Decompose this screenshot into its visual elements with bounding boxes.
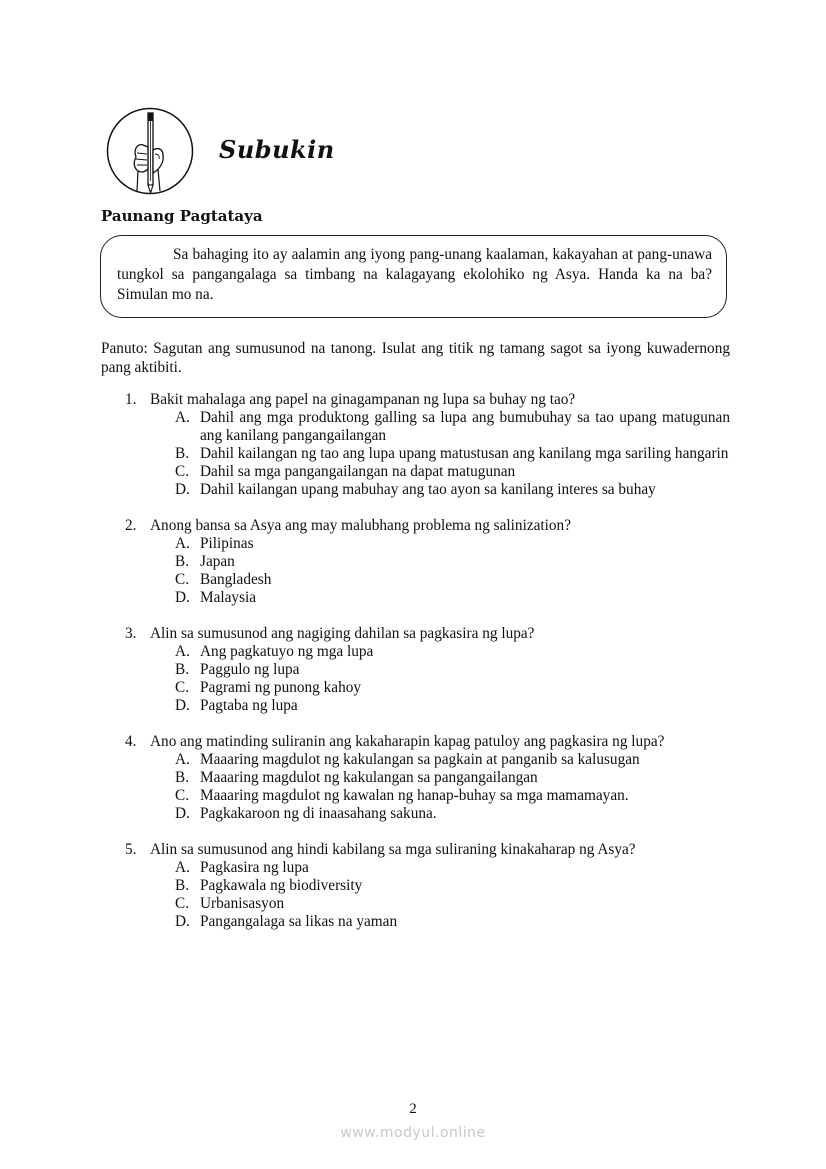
choice-letter: B. [175,877,190,894]
question-5 [125,841,730,931]
question-4 [125,733,730,823]
choice-text: Urbanisasyon [200,895,285,912]
choice-text: Maaaring magdulot ng kawalan ng hanap-buhay sa mga mamamayan. [200,787,629,804]
question-number: 4. [125,733,137,750]
choice-letter: D. [175,913,190,930]
question-2 [125,517,730,607]
choice-letter: D. [175,697,190,714]
question-3 [125,625,730,715]
choice-letter: A. [175,643,190,660]
choice-letter: A. [175,859,190,876]
choice-letter: D. [175,805,190,822]
choice-d [175,481,730,499]
choice-text: Dahil sa mga pangangailangan na dapat matugunan [200,463,516,480]
instructions: Panuto: Sagutan ang sumusunod na tanong. Isulat ang titik ng tamang sagot sa iyong kuwadernong pang aktibiti. [101,340,730,376]
choice-c [175,679,730,697]
question-stem [125,625,730,643]
choice-list [175,409,730,499]
choice-letter: D. [175,481,190,498]
hand-holding-pencil-icon [106,107,194,195]
choice-c [175,463,730,481]
choice-letter: C. [175,463,190,480]
choice-text: Japan [200,553,235,570]
question-number: 1. [125,391,137,408]
choice-a [175,859,730,877]
choice-b [175,877,730,895]
choice-letter: A. [175,751,190,768]
question-list [125,391,730,949]
question-text: Bakit mahalaga ang papel na ginagampanan ng lupa sa buhay ng tao? [150,391,576,408]
choice-text: Malaysia [200,589,257,606]
choice-text: Pagkasira ng lupa [200,859,309,876]
choice-d [175,697,730,715]
choice-d [175,913,730,931]
choice-a [175,535,730,553]
question-number: 2. [125,517,137,534]
choice-letter: B. [175,445,190,462]
choice-b [175,769,730,787]
choice-d [175,805,730,823]
choice-c [175,787,730,805]
choice-letter: C. [175,679,190,696]
question-text: Ano ang matinding suliranin ang kakaharapin kapag patuloy ang pagkasira ng lupa? [150,733,665,750]
choice-text: Pagrami ng punong kahoy [200,679,362,696]
intro-text: Sa bahaging ito ay aalamin ang iyong pang-unang kaalaman, kakayahan at pang-unawa tungkol sa pangangalaga sa timbang na kalagayang ekolohiko ng Asya. Handa ka na ba? Simulan mo na. [117,246,712,303]
choice-d [175,589,730,607]
choice-text: Pagkawala ng biodiversity [200,877,363,894]
question-text: Alin sa sumusunod ang nagiging dahilan sa pagkasira ng lupa? [150,625,535,642]
choice-b [175,661,730,679]
choice-letter: C. [175,787,190,804]
choice-letter: C. [175,895,190,912]
choice-letter: B. [175,769,190,786]
choice-text: Dahil ang mga produktong galling sa lupa ang bumubuhay sa tao upang matugunan ang kanilang pangangailangan [200,409,730,444]
choice-c [175,571,730,589]
choice-letter: B. [175,553,190,570]
choice-text: Pangangalaga sa likas na yaman [200,913,398,930]
section-title: Subukin [219,135,335,164]
choice-list [175,859,730,931]
choice-letter: B. [175,661,190,678]
choice-text: Pagkakaroon ng di inaasahang sakuna. [200,805,437,822]
question-1 [125,391,730,499]
choice-text: Pilipinas [200,535,254,552]
choice-text: Ang pagkatuyo ng mga lupa [200,643,374,660]
choice-letter: C. [175,571,190,588]
choice-text: Dahil kailangan upang mabuhay ang tao ayon sa kanilang interes sa buhay [200,481,656,498]
choice-list [175,535,730,607]
question-stem [125,841,730,859]
choice-text: Paggulo ng lupa [200,661,300,678]
choice-a [175,409,730,445]
choice-b [175,445,730,463]
choice-a [175,751,730,769]
question-number: 3. [125,625,137,642]
choice-text: Maaaring magdulot ng kakulangan sa pangangailangan [200,769,538,786]
question-stem [125,517,730,535]
choice-text: Maaaring magdulot ng kakulangan sa pagkain at panganib sa kalusugan [200,751,640,768]
choice-text: Dahil kailangan ng tao ang lupa upang matustusan ang kanilang mga sariling hangarin [200,445,729,462]
intro-box [100,235,727,318]
choice-text: Pagtaba ng lupa [200,697,298,714]
watermark: www.modyul.online [340,1125,486,1141]
question-text: Anong bansa sa Asya ang may malubhang problema ng salinization? [150,517,571,534]
choice-letter: A. [175,535,190,552]
choice-b [175,553,730,571]
choice-letter: A. [175,409,190,426]
question-text: Alin sa sumusunod ang hindi kabilang sa mga suliraning kinakaharap ng Asya? [150,841,636,858]
choice-a [175,643,730,661]
subheading: Paunang Pagtataya [101,207,263,225]
question-stem [125,391,730,409]
choice-letter: D. [175,589,190,606]
question-number: 5. [125,841,137,858]
choice-c [175,895,730,913]
question-stem [125,733,730,751]
choice-text: Bangladesh [200,571,272,588]
choice-list [175,643,730,715]
page-number: 2 [409,1101,417,1117]
choice-list [175,751,730,823]
